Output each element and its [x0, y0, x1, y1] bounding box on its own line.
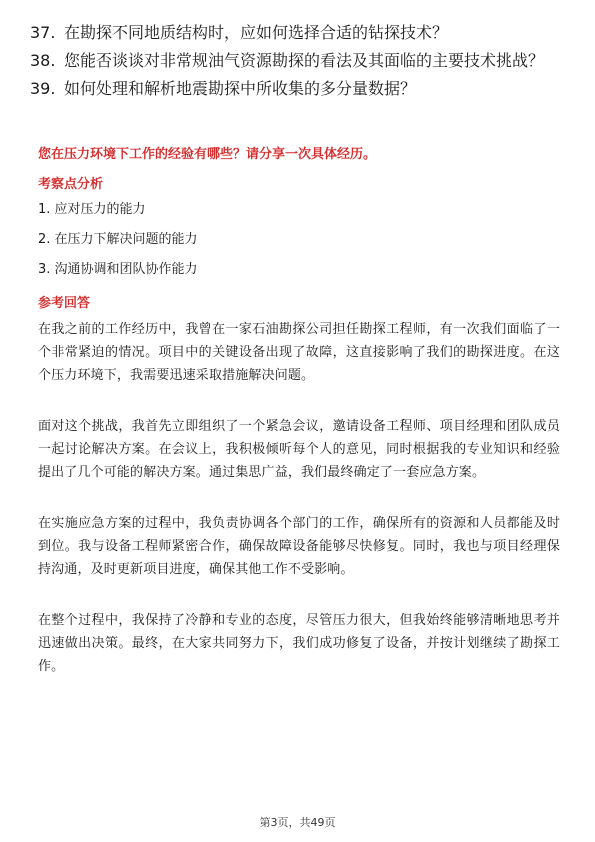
answer-paragraph: 在整个过程中，我保持了冷静和专业的态度，尽管压力很大，但我始终能够清晰地思考并迅速做出决策。最终，在大家共同努力下，我们成功修复了设备，并按计划继续了勘探工作。 — [38, 613, 560, 674]
question-number: 37. — [30, 23, 56, 42]
interview-question-title: 您在压力环境下工作的经验有哪些？请分享一次具体经历。 — [38, 147, 377, 162]
question-text: 如何处理和解析地震勘探中所收集的多分量数据？ — [64, 79, 417, 98]
question-number: 38. — [30, 51, 56, 70]
answer-paragraph: 在实施应急方案的过程中，我负责协调各个部门的工作，确保所有的资源和人员都能及时到位。我与设备工程师紧密合作，确保故障设备能够尽快修复。同时，我也与项目经理保持沟通，及时更新项目进度，确保其他工作不受影响。 — [38, 516, 560, 577]
answer-paragraph: 在我之前的工作经历中，我曾在一家石油勘探公司担任勘探工程师，有一次我们面临了一个非常紧迫的情况。项目中的关键设备出现了故障，这直接影响了我们的勘探进度。在这个压力环境下，我需要迅速采取措施解决问题。 — [38, 322, 560, 383]
analysis-heading: 考察点分析 — [38, 177, 104, 192]
analysis-item: 1. 应对压力的能力 — [38, 202, 146, 217]
answer-body — [38, 318, 560, 706]
analysis-list — [38, 200, 558, 290]
question-item — [30, 78, 570, 100]
question-text: 在勘探不同地质结构时，应如何选择合适的钻探技术？ — [64, 23, 449, 42]
question-item — [30, 50, 570, 72]
analysis-item: 3. 沟通协调和团队协作能力 — [38, 262, 198, 277]
answer-paragraph: 面对这个挑战，我首先立即组织了一个紧急会议，邀请设备工程师、项目经理和团队成员一起讨论解决方案。在会议上，我积极倾听每个人的意见，同时根据我的专业知识和经验提出了几个可能的解决方案。通过集思广益，我们最终确定了一套应急方案。 — [38, 419, 560, 480]
analysis-item: 2. 在压力下解决问题的能力 — [38, 232, 198, 247]
page-footer: 第3页，共49页 — [259, 816, 336, 829]
question-text: 您能否谈谈对非常规油气资源勘探的看法及其面临的主要技术挑战？ — [64, 51, 545, 70]
question-list — [30, 22, 570, 106]
question-number: 39. — [30, 79, 56, 98]
answer-heading: 参考回答 — [38, 296, 91, 311]
question-item — [30, 22, 570, 44]
